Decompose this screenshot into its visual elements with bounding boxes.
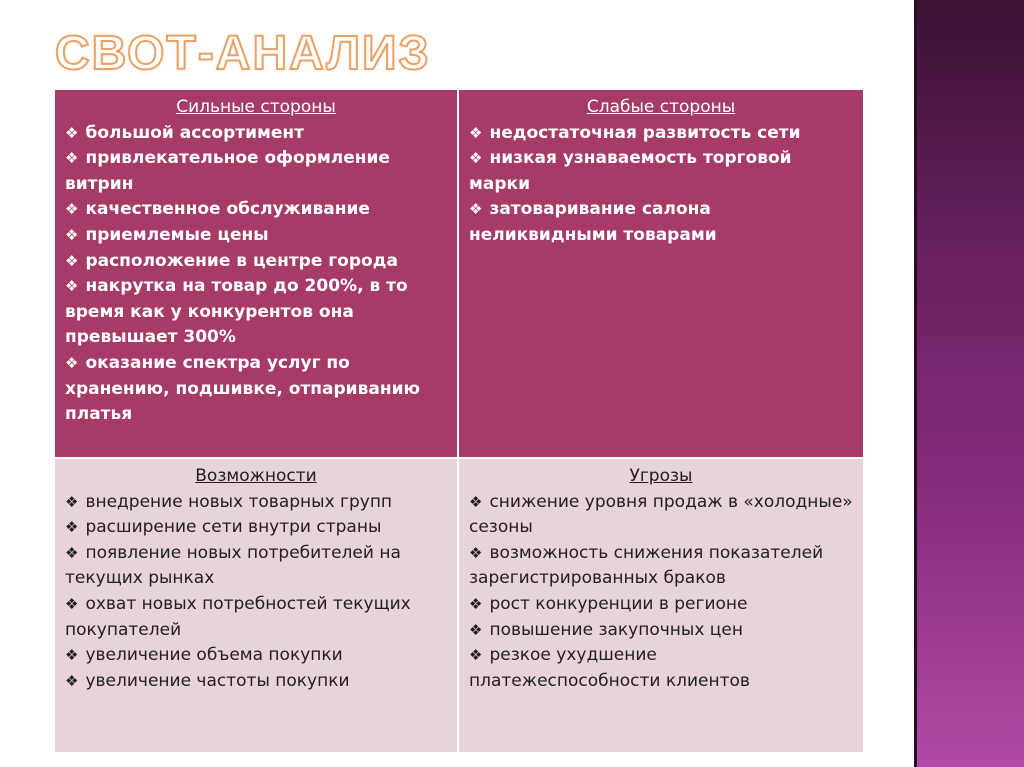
list-item [65,669,447,695]
list-item-text: увеличение частоты покупки [85,670,350,691]
strengths-cell [55,90,459,459]
list-item-text: затоваривание салона неликвидными товарами [469,199,717,245]
list-item-text: оказание спектра услуг по хранению, подшивке, отпариванию платья [65,352,421,425]
list-item-text: качественное обслуживание [85,199,370,220]
diamond-bullet-icon: ❖ [65,225,79,244]
diamond-bullet-icon: ❖ [65,277,79,296]
list-item [469,197,853,248]
list-item-text: резкое ухудшение платежеспособности клиентов [469,645,750,691]
list-item-text: появление новых потребителей на текущих рынках [65,542,401,589]
list-item [65,274,447,351]
list-item [65,249,447,275]
list-item-text: внедрение новых товарных групп [85,491,393,512]
diamond-bullet-icon: ❖ [65,251,79,270]
list-item [65,121,447,147]
list-item-text: охват новых потребностей текущих покупателей [65,593,411,640]
diamond-bullet-icon: ❖ [469,620,483,639]
diamond-bullet-icon: ❖ [469,200,483,219]
diamond-bullet-icon: ❖ [469,149,483,168]
list-item [469,643,853,694]
list-item-text: возможность снижения показателей зарегистрированных браков [469,542,824,589]
list-item [469,146,853,197]
list-item-text: снижение уровня продаж в «холодные» сезоны [469,491,853,538]
list-item-text: недостаточная развитость сети [489,122,801,143]
list-item [469,121,853,147]
side-decoration-band [914,0,1024,767]
diamond-bullet-icon: ❖ [65,123,79,142]
swot-table [55,90,863,752]
list-item [65,197,447,223]
list-item [469,618,853,644]
list-item-text: увеличение объема покупки [85,645,343,666]
diamond-bullet-icon: ❖ [65,671,79,690]
opportunities-list [65,490,447,695]
list-item [65,592,447,643]
diamond-bullet-icon: ❖ [65,492,79,511]
list-item-text: приемлемые цены [85,224,269,245]
opportunities-header: Возможности [195,466,317,486]
list-item-text: рост конкуренции в регионе [489,593,748,614]
list-item-text: привлекательное оформление витрин [65,148,390,194]
list-item [65,541,447,592]
weaknesses-header: Слабые стороны [586,97,736,117]
threats-header: Угрозы [629,466,693,486]
slide-title: СВОТ-АНАЛИЗ [55,27,431,80]
list-item-text: низкая узнаваемость торговой марки [469,148,792,194]
diamond-bullet-icon: ❖ [65,149,79,168]
list-item-text: повышение закупочных цен [489,619,743,640]
diamond-bullet-icon: ❖ [469,594,483,613]
diamond-bullet-icon: ❖ [65,518,79,537]
threats-cell [459,459,863,752]
diamond-bullet-icon: ❖ [469,543,483,562]
list-item-text: расширение сети внутри страны [85,517,382,538]
list-item [469,490,853,541]
strengths-list [65,121,447,428]
threats-list [469,490,853,695]
opportunities-cell [55,459,459,752]
diamond-bullet-icon: ❖ [469,492,483,511]
list-item [65,223,447,249]
list-item [65,146,447,197]
strengths-header: Сильные стороны [176,97,336,117]
list-item [469,541,853,592]
list-item-text: расположение в центре города [85,250,398,271]
diamond-bullet-icon: ❖ [469,123,483,142]
diamond-bullet-icon: ❖ [65,646,79,665]
list-item [65,351,447,428]
list-item [65,515,447,541]
weaknesses-list [469,121,853,249]
list-item-text: большой ассортимент [85,122,305,143]
list-item-text: накрутка на товар до 200%, в то время как у конкурентов она превышает 300% [65,276,408,348]
diamond-bullet-icon: ❖ [65,200,79,219]
diamond-bullet-icon: ❖ [65,543,79,562]
list-item [65,643,447,669]
list-item [469,592,853,618]
diamond-bullet-icon: ❖ [65,353,79,372]
list-item [65,490,447,516]
diamond-bullet-icon: ❖ [65,594,79,613]
diamond-bullet-icon: ❖ [469,646,483,665]
weaknesses-cell [459,90,863,459]
